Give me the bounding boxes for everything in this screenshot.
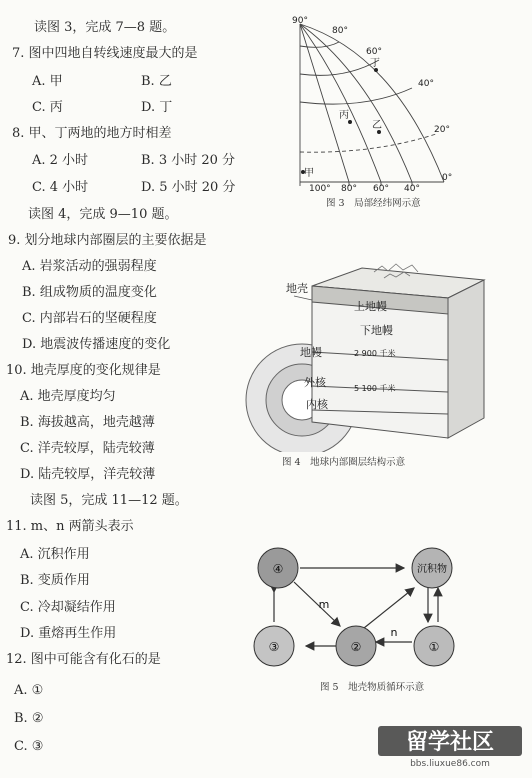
q10-stem: 10. 地壳厚度的变化规律是 — [6, 363, 161, 378]
q12-option-c[interactable]: C. ③ — [14, 739, 44, 754]
node-label-4: ④ — [272, 562, 284, 576]
intro-fig5: 读图 5，完成 11—12 题。 — [30, 493, 188, 508]
figure-3-graticule — [284, 14, 454, 214]
arrow-label-m: m — [318, 598, 330, 611]
q12-option-a[interactable]: A. ① — [14, 683, 44, 698]
q8-option-c[interactable]: C. 4 小时 — [32, 180, 89, 195]
figure-5-caption: 图 5 地壳物质循环示意 — [320, 682, 425, 693]
lat-label-90: 90° — [292, 16, 308, 26]
q11-option-c[interactable]: C. 冷却凝结作用 — [20, 600, 116, 615]
lat-label-80: 80° — [332, 26, 348, 36]
q10-option-c[interactable]: C. 洋壳较厚，陆壳较薄 — [20, 441, 155, 456]
place-jia: 甲 — [304, 168, 314, 179]
node-label-1: ① — [428, 640, 440, 654]
label-inner-core: 内核 — [306, 398, 328, 411]
label-lower-mantle: 下地幔 — [360, 324, 393, 337]
q10-option-d[interactable]: D. 陆壳较厚，洋壳较薄 — [20, 467, 156, 482]
label-crust: 地壳 — [286, 282, 308, 295]
q11-stem: 11. m、n 两箭头表示 — [6, 519, 134, 534]
q11-option-a[interactable]: A. 沉积作用 — [20, 547, 90, 562]
lat-label-0: 0° — [442, 173, 453, 183]
place-yi: 乙 — [372, 120, 382, 131]
lon-label-60: 60° — [373, 184, 389, 194]
figure-3-caption: 图 3 局部经纬网示意 — [326, 198, 421, 209]
figure-4-caption: 图 4 地球内部圈层结构示意 — [282, 457, 406, 468]
q7-option-d[interactable]: D. 丁 — [141, 100, 173, 115]
figure-4-earth-interior — [234, 262, 524, 452]
q8-option-b[interactable]: B. 3 小时 20 分 — [141, 153, 236, 168]
node-label-3: ③ — [268, 640, 280, 654]
figure-5-rock-cycle — [244, 542, 464, 680]
q9-option-b[interactable]: B. 组成物质的温度变化 — [22, 285, 157, 300]
q7-stem: 7. 图中四地自转线速度最大的是 — [12, 46, 198, 61]
q8-option-d[interactable]: D. 5 小时 20 分 — [141, 180, 236, 195]
intro-fig3: 读图 3，完成 7—8 题。 — [34, 20, 176, 35]
q8-option-a[interactable]: A. 2 小时 — [32, 153, 89, 168]
q11-option-b[interactable]: B. 变质作用 — [20, 573, 90, 588]
svg-text:留学社区: 留学社区 — [405, 730, 495, 755]
q7-option-a[interactable]: A. 甲 — [32, 74, 63, 89]
q10-option-a[interactable]: A. 地壳厚度均匀 — [20, 389, 116, 404]
arrow-label-n: n — [390, 626, 398, 639]
node-label-2: ② — [350, 640, 362, 654]
label-outer-core: 外核 — [304, 376, 326, 389]
intro-fig4: 读图 4，完成 9—10 题。 — [28, 207, 178, 222]
place-ding: 丁 — [370, 58, 380, 69]
q10-option-b[interactable]: B. 海拔越高，地壳越薄 — [20, 415, 155, 430]
q8-stem: 8. 甲、丁两地的地方时相差 — [12, 126, 172, 141]
q9-stem: 9. 划分地球内部圈层的主要依据是 — [8, 233, 207, 248]
q12-stem: 12. 图中可能含有化石的是 — [6, 652, 161, 667]
place-bing: 丙 — [339, 110, 349, 121]
q7-option-b[interactable]: B. 乙 — [141, 74, 172, 89]
lat-label-20: 20° — [434, 125, 450, 135]
q9-option-c[interactable]: C. 内部岩石的坚硬程度 — [22, 311, 157, 326]
label-depth-2900: 2 900 千米 — [354, 349, 396, 358]
node-label-sediment: 沉积物 — [417, 564, 447, 575]
svg-text:bbs.liuxue86.com: bbs.liuxue86.com — [410, 759, 490, 769]
lon-label-80: 80° — [341, 184, 357, 194]
lon-label-100: 100° — [309, 184, 331, 194]
q9-option-a[interactable]: A. 岩浆活动的强弱程度 — [22, 259, 157, 274]
lat-label-60: 60° — [366, 47, 382, 57]
label-upper-mantle: 上地幔 — [354, 300, 387, 313]
q7-option-c[interactable]: C. 丙 — [32, 100, 63, 115]
q11-option-d[interactable]: D. 重熔再生作用 — [20, 626, 117, 641]
label-mantle: 地幔 — [300, 346, 322, 359]
q9-option-d[interactable]: D. 地震波传播速度的变化 — [22, 337, 171, 352]
lon-label-40: 40° — [404, 184, 420, 194]
lat-label-40: 40° — [418, 79, 434, 89]
q12-option-b[interactable]: B. ② — [14, 711, 44, 726]
watermark-logo — [374, 722, 524, 770]
label-depth-5100: 5 100 千米 — [354, 384, 396, 393]
